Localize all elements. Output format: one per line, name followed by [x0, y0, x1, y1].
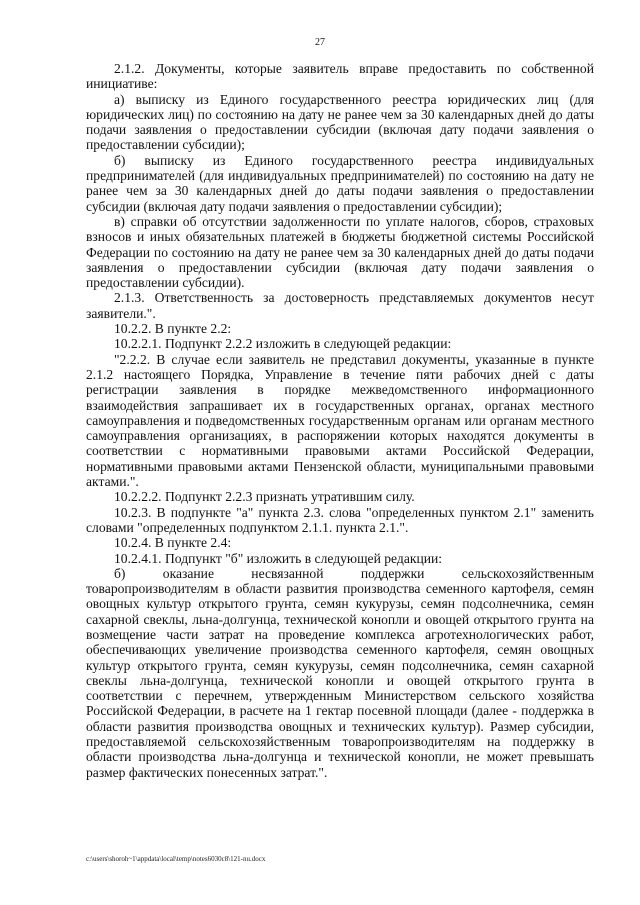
paragraph-10-2-4-1: 10.2.4.1. Подпункт "б" изложить в следующей редакции: — [114, 550, 443, 566]
footer-file-path: c:\users\shoroh~1\appdata\local\temp\notes6030c8\121-nu.docx — [86, 855, 266, 863]
paragraph-2-1-3: 2.1.3. Ответственность за достоверность представляемых документов несут заявители.". — [86, 290, 594, 321]
paragraph-2-1-2: 2.1.2. Документы, которые заявитель вправе предоставить по собственной инициативе: — [86, 61, 594, 92]
paragraph-item-b: б) выписку из Единого государственного реестра индивидуальных предпринимателей (для индивидуальных предпринимателей) по состоянию на дату не ранее чем за 30 календарных дней до даты подачи заявления о предоставлении субсидии (включая дату подачи заявления о предоставлении субсидии); — [86, 152, 594, 214]
paragraph-10-2-4: 10.2.4. В пункте 2.4: — [114, 535, 232, 551]
paragraph-10-2-2-2: 10.2.2.2. Подпункт 2.2.3 признать утратившим силу. — [114, 489, 415, 505]
paragraph-2-2-2-quote: "2.2.2. В случае если заявитель не представил документы, указанные в пункте 2.1.2 настоящего Порядка, Управление в течение пяти рабочих дней с даты регистрации заявления в порядке межведомственного информационного взаимодействия запрашивает их в государственных органах, органах местного самоуправления и подведомственных государственным органам или органам местного самоуправления организациях, в распоряжении которых находятся документы в соответствии с нормативными правовыми актами Российской Федерации, нормативными правовыми актами Пензенской области, муниципальными правовыми актами.". — [86, 351, 594, 490]
document-body — [86, 61, 594, 780]
paragraph-item-b-new: б) оказание несвязанной поддержки сельскохозяйственным товаропроизводителям в области развития производства семенного картофеля, семян овощных культур открытого грунта, семян кукурузы, семян подсолнечника, семян сахарной свеклы, льна-долгунца, технической конопли и овощей открытого грунта на возмещение части затрат на проведение комплекса агротехнологических работ, обеспечивающих увеличение производства семенного картофеля, семян овощных культур открытого грунта, семян кукурузы, семян подсолнечника, семян сахарной свеклы льна-долгунца, технической конопли и овощей открытого грунта в соответствии с перечнем, утвержденным Министерством сельского хозяйства Российской Федерации, в расчете на 1 гектар посевной площади (далее - поддержка в области развития производства овощных и технических культур). Размер субсидии, предоставляемой сельскохозяйственным товаропроизводителям на поддержку в области производства льна-долгунца и технической конопли, не может превышать размер фактических понесенных затрат.". — [86, 565, 594, 780]
page-number: 27 — [315, 37, 325, 48]
paragraph-item-a: а) выписку из Единого государственного реестра юридических лиц (для юридических лиц) по состоянию на дату не ранее чем за 30 календарных дней до даты подачи заявления о предоставлении субсидии (включая дату подачи заявления о предоставлении субсидии); — [86, 91, 594, 153]
paragraph-item-v: в) справки об отсутствии задолженности по уплате налогов, сборов, страховых взносов и иных обязательных платежей в бюджеты бюджетной системы Российской Федерации по состоянию на дату не ранее чем за 30 календарных дней до даты подачи заявления о предоставлении субсидии (включая дату подачи заявления о предоставлении субсидии). — [86, 213, 594, 291]
paragraph-10-2-3: 10.2.3. В подпункте "а" пункта 2.3. слова "определенных пунктом 2.1" заменить словами "определенных подпунктом 2.1.1. пункта 2.1.". — [86, 504, 594, 535]
paragraph-10-2-2: 10.2.2. В пункте 2.2: — [114, 321, 232, 337]
paragraph-10-2-2-1: 10.2.2.1. Подпункт 2.2.2 изложить в следующей редакции: — [114, 336, 452, 352]
